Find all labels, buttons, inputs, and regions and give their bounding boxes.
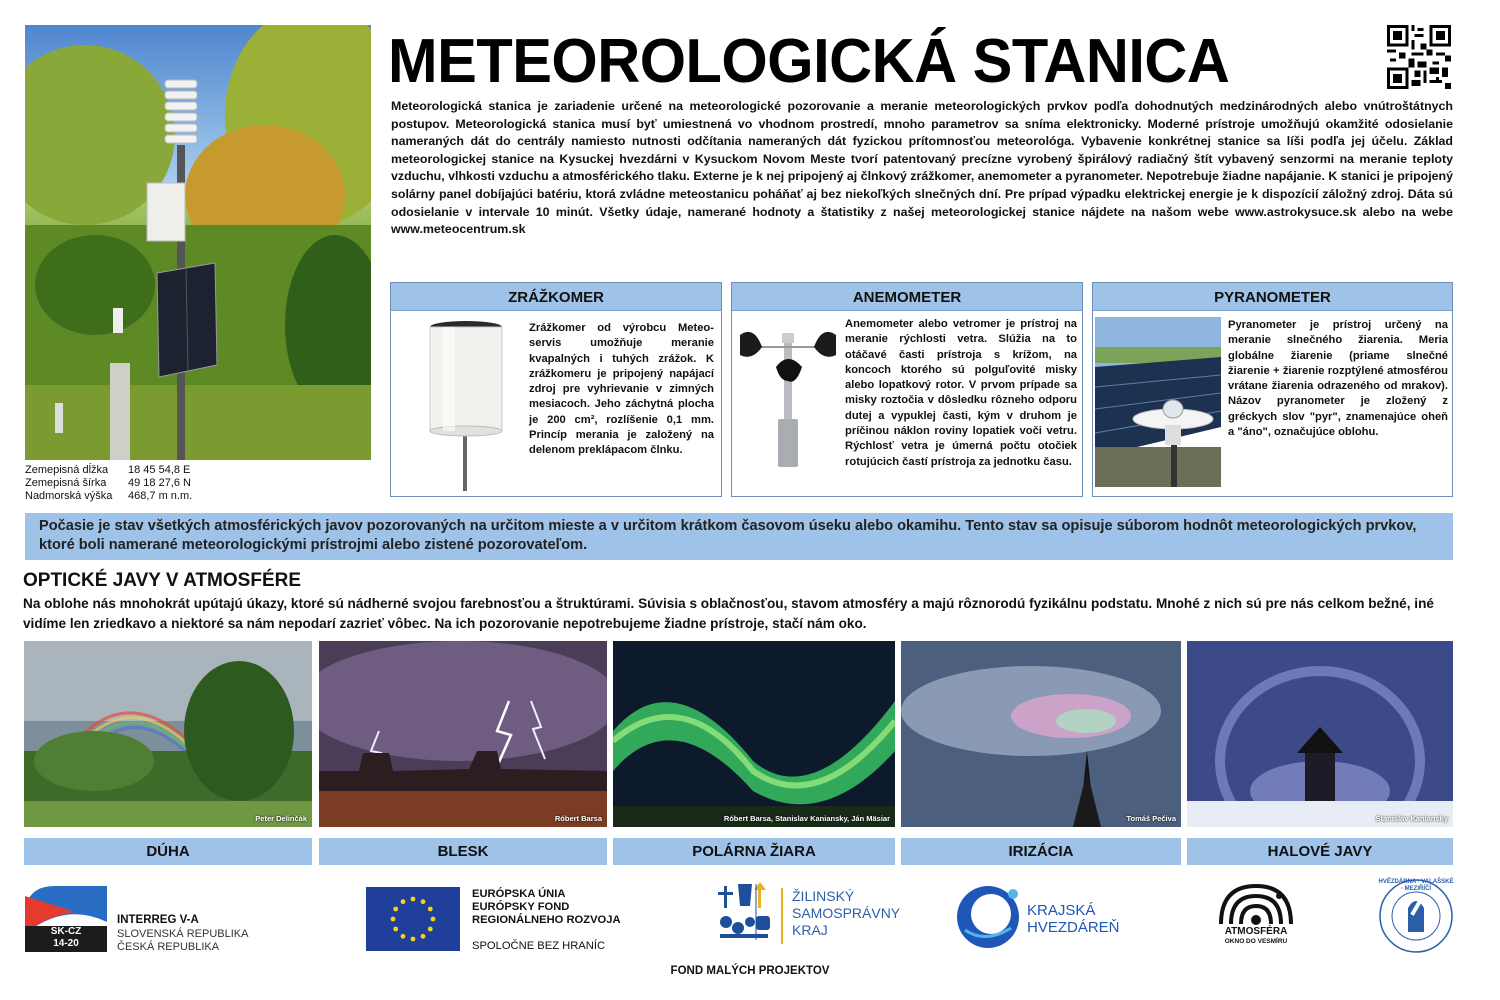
- photo-lightning: [319, 641, 607, 827]
- weather-definition: Počasie je stav všetkých atmosférických javov pozorovaných na určitom mieste a v určitom krátkom časovom úseku alebo okamihu. Tento stav sa opisuje súborom hodnôt meteorologických prvkov, ktoré boli namerané meteorologickými prístrojmi alebo zistené pozorovateľom.: [25, 513, 1453, 560]
- label-rainbow: DÚHA: [24, 838, 312, 865]
- interreg-line1: SLOVENSKÁ REPUBLIKA: [117, 928, 249, 940]
- photo-halo: [1187, 641, 1453, 827]
- coord-longitude: Zemepisná dĺžka 18 45 54,8 E: [25, 464, 191, 476]
- zilina-crest-icon: [716, 880, 774, 944]
- eu-flag-icon: [366, 887, 460, 951]
- zilina-line3: KRAJ: [792, 922, 828, 938]
- interreg-years: 14-20: [53, 938, 79, 949]
- interreg-title: INTERREG V-A: [117, 914, 199, 926]
- interreg-mark: SK-CZ: [50, 926, 82, 937]
- qr-code[interactable]: [1387, 25, 1451, 89]
- card-rain-gauge: [390, 282, 722, 497]
- credit-rainbow: Peter Delinčák: [255, 814, 307, 823]
- interreg-logo: [25, 886, 107, 952]
- eu-slogan: SPOLOČNE BEZ HRANÍC: [472, 940, 606, 952]
- credit-aurora: Róbert Barsa, Stanislav Kaniansky, Ján Mäsiar: [723, 814, 890, 823]
- optics-heading: OPTICKÉ JAVY V ATMOSFÉRE: [23, 570, 302, 591]
- anemometer-image: [736, 319, 840, 469]
- card-rain-gauge-title: ZRÁŽKOMER: [391, 283, 721, 311]
- eu-line2: EURÓPSKY FOND: [472, 901, 570, 913]
- coord-latitude: Zemepisná šírka 49 18 27,6 N: [25, 477, 191, 489]
- optics-text: Na oblohe nás mnohokrát upútajú úkazy, ktoré sú nádherné svojou farebnosťou a štruktúrami. Súvisia s oblačnosťou, stavom atmosféry a majú rôznorodú fyzikálnu podstatu. Mnohé z nich sú pre nás celkom bežné, iné vidíme len zriedkavo a niektoré sa nám nepodarí zazrieť vôbec. Na ich pozorovanie nepotrebujeme žiadne prístroje, stačí nám oko.: [23, 596, 1434, 631]
- photo-rainbow: [24, 641, 312, 827]
- intro-text: Meteorologická stanica je zariadenie určené na meteorologické pozorovanie a meranie meteorologických prvkov podľa dohodnutých medzinárodných alebo vnútroštátnych postupov. Meteorologická stanica musí byť umiestnená vo vhodnom prostredí, mnoho parametrov sa sníma elektronicky. Moderné prístroje umožňujú okamžité odosielanie nameraných dát do centrály namiesto nutnosti odčítania nameraných dát fyzickou prítomnosťou meteorológa. Vybavenie konkrétnej stanice sa líši podľa jej účelu. Základ meteorologickej stanice na Kysuckej hvezdárni v Kysuckom Novom Meste tvorí patentovaný precízne vyrobený špirálový radiačný štít vybavený senzormi na meranie teploty vzduchu, vlhkosti vzduchu a atmosférického tlaku. Externe je k nej pripojený aj člnkový zrážkomer, anemometer a pyranometer. Nepotrebuje žiadne napájanie. K stanici je pripojený solárny panel dobíjajúci batériu, ktorá zvládne meteostanicu poháňať aj bez niekoľkých slnečných dní. Pre prípad výpadku elektrickej energie je k dispozícií záložný zdroj. Dáta sú odosielanie v intervale 10 minút. Všetky údaje, namerané hodnoty a štatistiky z našej meteorologickej stanice nájdete na našom webe www.astrokysuce.sk alebo na webe www.meteocentrum.sk: [391, 99, 1453, 237]
- label-lightning: BLESK: [319, 838, 607, 865]
- label-halo: HALOVÉ JAVY: [1187, 838, 1453, 865]
- zilina-line2: SAMOSPRÁVNY: [792, 905, 901, 921]
- label-iridescence: IRIZÁCIA: [901, 838, 1181, 865]
- valmez-text: HVĚZDÁRNA · VALAŠSKÉ · MEZIŘÍČÍ: [1378, 879, 1454, 892]
- card-pyranometer: [1092, 282, 1453, 497]
- valmez-observatory-logo: [1378, 878, 1454, 954]
- coordinates: [25, 464, 371, 503]
- hvezdaren-line2: HVEZDÁREŇ: [1027, 919, 1120, 936]
- station-photo: [25, 25, 371, 460]
- rain-gauge-image: [421, 319, 511, 491]
- coord-altitude: Nadmorská výška 468,7 m n.m.: [25, 490, 193, 502]
- card-anemometer: [731, 282, 1083, 497]
- photo-aurora: [613, 641, 895, 827]
- atmosfera-line2: OKNO DO VESMÍRU: [1224, 938, 1288, 945]
- card-rain-gauge-text: Zrážkomer od výrobcu Meteo-servis umožňuje meranie kvapalných i tuhých zrážok. K zrážkomeru je pripojený napájací zdroj pre vyhrievanie v zimných mesiacoch. Jeho záchytná plocha je 200 cm², rozlíšenie 0,1 mm. Princíp merania je založený na delenom preklápacom člnku.: [529, 322, 714, 457]
- card-anemometer-text: Anemometer alebo vetromer je prístroj na meranie rýchlosti vetra. Slúžia na to otáčavé časti prístroja s krížom, na koncoch ktorého sú polguľovité misky alebo lopatkový rotor. V prvom prípade sa misky roztočia v dôsledku rôzneho odporu dutej a vypuklej časti, kým v druhom je príčinou náklon roviny lopatiek voči vetru. Rýchlosť vetra je úmerná počtu otočiek rotujúcich častí prístroja za jednotku času.: [845, 318, 1077, 468]
- atmosfera-line1: ATMOSFÉRA: [1224, 926, 1288, 937]
- credit-iridescence: Tomáš Pečiva: [1126, 814, 1176, 823]
- card-pyranometer-title: PYRANOMETER: [1093, 283, 1452, 311]
- zilina-line1: ŽILINSKÝ: [792, 888, 855, 904]
- pyranometer-image: [1095, 317, 1221, 487]
- hvezdaren-line1: KRAJSKÁ: [1027, 902, 1096, 919]
- card-pyranometer-text: Pyranometer je prístroj určený na meranie slnečného žiarenia. Meria globálne žiarenie (priame slnečné žiarenie + žiarenie rozptýlené atmosférou vrátane žiarenia odrazeného od mrakov). Názov pyranometer je zložený z gréckych slov "pyr", znamenajúce oheň a "áno", označujúce oblohu.: [1228, 319, 1448, 439]
- zilina-divider: [781, 888, 783, 944]
- label-aurora: POLÁRNA ŽIARA: [613, 838, 895, 865]
- page-title: METEOROLOGICKÁ STANICA: [388, 27, 1230, 96]
- eu-line3: REGIONÁLNEHO ROZVOJA: [472, 914, 621, 926]
- krajska-hvezdaren-icon: [955, 884, 1021, 950]
- photo-iridescence: [901, 641, 1181, 827]
- interreg-line2: ČESKÁ REPUBLIKA: [117, 941, 220, 953]
- fund-label: FOND MALÝCH PROJEKTOV: [670, 965, 830, 977]
- credit-lightning: Róbert Barsa: [554, 814, 602, 823]
- atmosfera-logo: [1215, 880, 1297, 950]
- card-anemometer-title: ANEMOMETER: [732, 283, 1082, 311]
- eu-line1: EURÓPSKA ÚNIA: [472, 888, 566, 900]
- credit-halo: Stanislav Kaniansky: [1375, 814, 1448, 823]
